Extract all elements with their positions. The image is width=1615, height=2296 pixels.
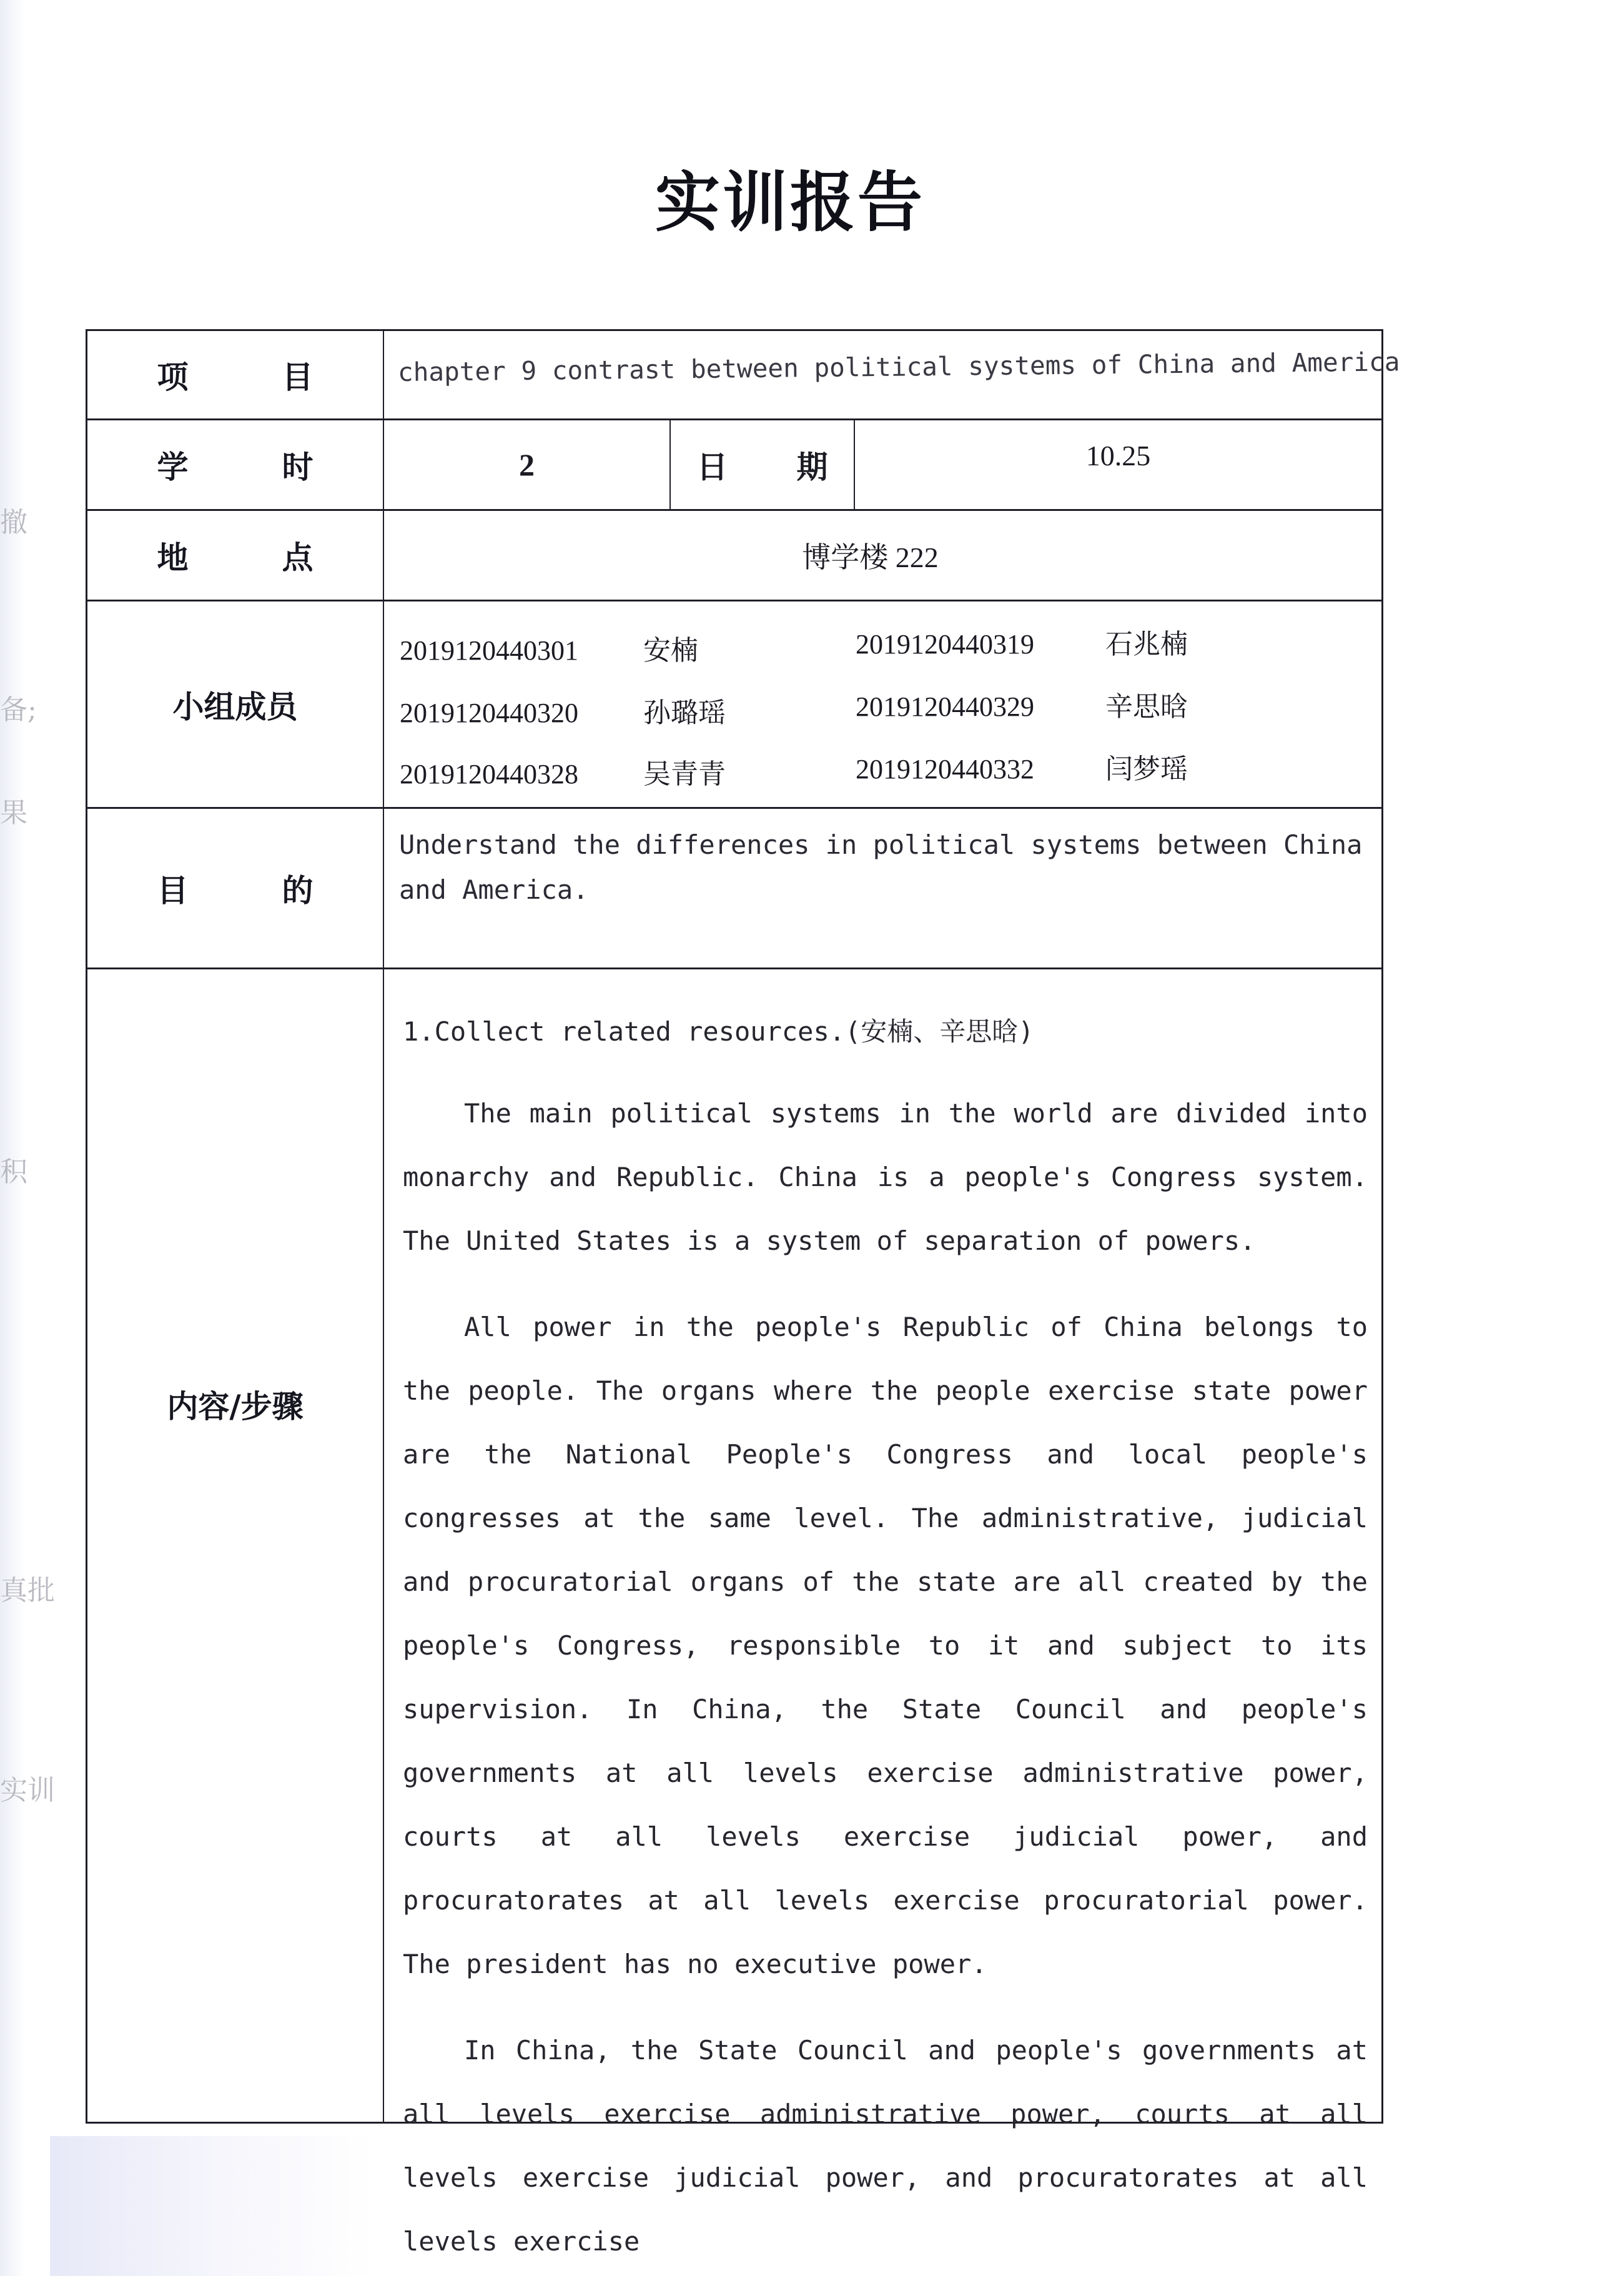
student-name: 吴青青: [643, 759, 726, 789]
student-id: 2019120440332: [856, 754, 1034, 784]
content-paragraph: The main political systems in the world are divided into monarchy and Republic. China is a people's Congress system. The United States is a system of separation of powers.: [403, 1098, 1368, 1256]
content-label: 内容/步骤: [87, 969, 384, 2122]
student-name: 石兆楠: [1105, 629, 1188, 660]
label-char: 日: [696, 449, 728, 485]
members-list: [384, 601, 1381, 807]
member-entry: [856, 621, 1188, 661]
margin-bleed-text: 备;: [0, 694, 37, 726]
row-purpose: [87, 809, 1381, 969]
content-paragraph: In China, the State Council and people's governments at all levels exercise administrative power, courts at all levels exercise judicial power, and procuratorates at all levels exercise: [403, 2035, 1368, 2257]
date-value: 10.25: [1085, 440, 1151, 472]
content-value-cell: [384, 969, 1381, 2257]
hours-label: [87, 420, 384, 509]
row-members: [87, 601, 1381, 809]
row-content: [87, 969, 1381, 2257]
member-entry: [856, 684, 1188, 724]
margin-bleed-text: 实训: [0, 1774, 55, 1806]
row-location: [87, 511, 1381, 601]
members-label: 小组成员: [87, 601, 384, 807]
purpose-value: Understand the differences in political systems between China and America.: [399, 829, 1363, 905]
student-id: 2019120440328: [400, 759, 578, 789]
label-char: 地: [157, 540, 189, 576]
step-heading: 1.Collect related resources.(安楠、辛思晗): [403, 1016, 1034, 1047]
document-title: 实训报告: [654, 164, 925, 240]
project-label: [87, 331, 384, 418]
hours-date-cells: [384, 420, 1381, 509]
member-entry: [400, 751, 726, 791]
location-label: [87, 511, 384, 600]
label-char: 项: [157, 359, 189, 395]
label-char: 点: [282, 540, 314, 576]
student-id: 2019120440319: [856, 629, 1034, 660]
purpose-label: [87, 809, 384, 967]
scan-edge-shadow: [0, 0, 25, 2276]
label-char: 期: [796, 449, 828, 485]
hours-value: 2: [384, 420, 671, 509]
student-name: 闫梦瑶: [1105, 754, 1188, 784]
margin-bleed-text: 果: [0, 797, 27, 829]
label-char: 时: [282, 449, 314, 485]
project-value-cell: [384, 331, 1400, 418]
margin-bleed-text: 真批: [0, 1575, 55, 1606]
row-project: [87, 331, 1400, 420]
project-value: chapter 9 contrast between political systems of China and America: [397, 347, 1400, 387]
student-name: 安楠: [643, 635, 698, 666]
location-value-cell: [384, 511, 1381, 600]
row-hours-date: [87, 420, 1381, 511]
member-entry: [856, 746, 1188, 786]
content-body: [403, 1001, 1368, 2296]
date-label: [671, 420, 855, 509]
content-paragraph: All power in the people's Republic of China belongs to the people. The organs where the people exercise state power are the National People's Congress and local people's congresses at the same level. The administrative, judicial and procuratorial organs of the state are all created by the people's Congress, responsible to it and subject to its supervision. In China, the State Council and people's governments at all levels exercise administrative power, courts at all levels exercise judicial power, and procuratorates at all levels exercise procuratorial power. The president has no executive power.: [403, 1312, 1368, 1979]
student-name: 辛思晗: [1105, 691, 1188, 722]
student-id: 2019120440329: [856, 691, 1034, 722]
report-table: [86, 329, 1400, 2257]
label-char: 学: [157, 449, 189, 485]
student-id: 2019120440301: [400, 635, 578, 666]
label-char: 的: [282, 873, 314, 909]
member-entry: [400, 628, 698, 668]
location-value: 博学楼 222: [802, 542, 939, 573]
purpose-value-cell: [384, 809, 1381, 967]
student-name: 孙璐瑶: [643, 698, 726, 728]
margin-bleed-text: 积: [0, 1156, 27, 1188]
student-id: 2019120440320: [400, 698, 578, 728]
member-entry: [400, 690, 726, 730]
label-char: 目: [157, 873, 189, 909]
scan-corner-shadow: [50, 2136, 375, 2276]
label-char: 目: [282, 359, 314, 395]
margin-bleed-text: 撤: [0, 507, 27, 538]
